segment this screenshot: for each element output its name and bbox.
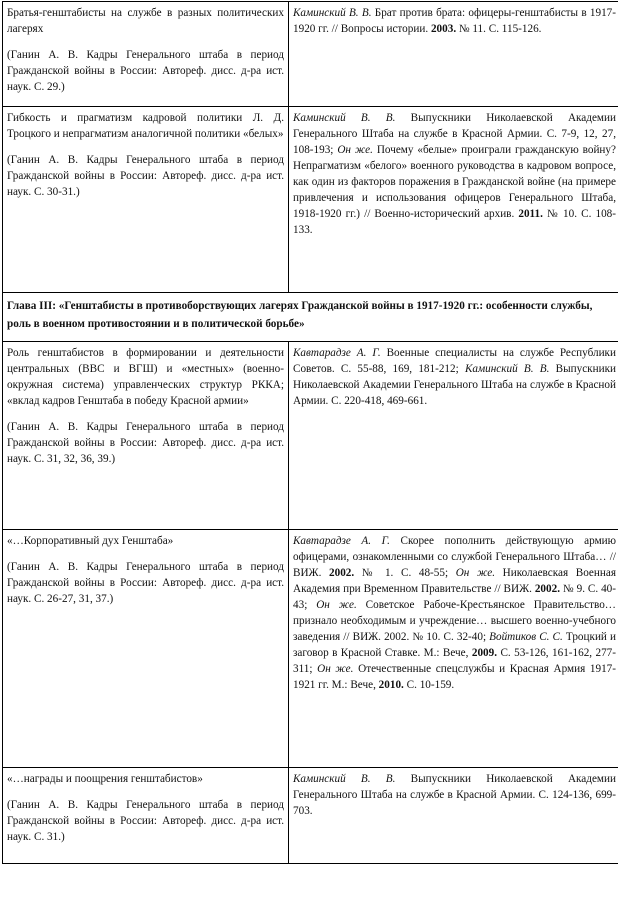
reference-text: С. 10-159. xyxy=(403,679,455,691)
reference-text: Троцкий и заговор в Красной Ставке. М.: Вече, xyxy=(293,631,617,659)
topic-source: (Ганин А. В. Кадры Генерального штаба в период Гражданской войны в России: Автореф. дисс. д-ра ист. наук. С. 26-27, 31, 37.) xyxy=(7,561,284,605)
year: 2002. xyxy=(329,567,355,579)
table-row xyxy=(3,768,618,864)
year: 2010. xyxy=(378,679,404,691)
author-name: Он же. xyxy=(455,567,496,579)
reference-cell xyxy=(289,107,618,293)
author-name: Каминский В. В. xyxy=(293,7,372,19)
reference-cell xyxy=(289,2,618,107)
reference-text: Брат против брата: офицеры-генштабисты в 1917-1920 гг. // Вопросы истории. xyxy=(293,7,616,35)
reference-text: Отечественные спецслужбы и Красная Армия 1917-1921 гг. М.: Вече, xyxy=(293,663,616,691)
author-name: Кавтарадзе А. Г. xyxy=(293,347,381,359)
comparison-table xyxy=(2,1,618,864)
topic-title: Гибкость и прагматизм кадровой политики Л. Д. Троцкого и непрагматизм аналогичной политики «белых» xyxy=(7,112,284,140)
reference-text: Выпускники Николаевской Академии Генерального Штаба на службе в Красной Армии. С. 7-9, 12, 27, 108-193; xyxy=(293,112,616,156)
reference-text: Выпускники Николаевской Академии Генерального Штаба на службе в Красной Армии. С. 220-418, 469-661. xyxy=(293,363,616,407)
author-name: Он же. xyxy=(337,144,373,156)
topic-source: (Ганин А. В. Кадры Генерального штаба в период Гражданской войны в России: Автореф. дисс. д-ра ист. наук. С. 29.) xyxy=(7,49,284,93)
chapter-row xyxy=(3,293,618,342)
reference-text: Николаевская Военная Академия при Временном Правительстве // ВИЖ. xyxy=(293,567,616,595)
topic-cell xyxy=(3,2,289,107)
author-name: Каминский В. В. xyxy=(293,773,396,785)
author-name: Войтиков С. С. xyxy=(489,631,563,643)
reference-text: Выпускники Николаевской Академии Генерального Штаба на службе в Красной Армии. С. 124-136, 699-703. xyxy=(293,773,616,817)
topic-source: (Ганин А. В. Кадры Генерального штаба в период Гражданской войны в России: Автореф. дисс. д-ра ист. наук. С. 30-31.) xyxy=(7,154,284,198)
year: 2009. xyxy=(471,647,498,659)
reference-cell xyxy=(289,342,618,530)
reference-text: № 11. С. 115-126. xyxy=(456,23,542,35)
reference-cell xyxy=(289,768,618,864)
author-name: Он же. xyxy=(316,599,357,611)
reference-text: № 1. С. 48-55; xyxy=(354,567,456,579)
table-row xyxy=(3,530,618,768)
reference-text: Военные специалисты на службе Республики Советов. С. 55-88, 169, 181-212; xyxy=(293,347,616,375)
topic-title: «…награды и поощрения генштабистов» xyxy=(7,773,203,785)
chapter-heading: Глава III: «Генштабисты в противоборствующих лагерях Гражданской войны в 1917-1920 гг.: особенности службы, роль в военном противостоянии и в политической борьбе» xyxy=(3,293,618,342)
year: 2003. xyxy=(430,23,457,35)
topic-source: (Ганин А. В. Кадры Генерального штаба в период Гражданской войны в России: Автореф. дисс. д-ра ист. наук. С. 31.) xyxy=(7,799,284,843)
topic-title: Роль генштабистов в формировании и деятельности центральных (ВВС и ВГШ) и «местных» (военно-окружная система) управленческих структур РККА; «вклад кадров Генштаба в победу Красной армии» xyxy=(7,347,284,407)
topic-title: Братья-генштабисты на службе в разных политических лагерях xyxy=(7,7,284,35)
table-row xyxy=(3,342,618,530)
table-row xyxy=(3,107,618,293)
author-name: Каминский В. В. xyxy=(464,363,550,375)
reference-text: Почему «белые» проиграли гражданскую войну? Непрагматизм «белого» военного руководства в кадровом вопросе, как один из факторов поражения в Гражданской войне (на примере привлечения и использования офицеров Генерального Штаба, 1918-1920 гг.) // Военно-исторический архив. xyxy=(293,144,616,220)
reference-text: Скорее пополнить действующую армию офицерами, ознакомленными со службой Генерального Штаба… // ВИЖ. xyxy=(293,535,616,579)
topic-title: «…Корпоративный дух Генштаба» xyxy=(7,535,174,547)
author-name: Кавтарадзе А. Г. xyxy=(293,535,390,547)
topic-cell xyxy=(3,107,289,293)
author-name: Каминский В. В. xyxy=(293,112,396,124)
reference-text: № 10. С. 108-133. xyxy=(293,208,616,236)
year: 2002. xyxy=(534,583,560,595)
year: 2011. xyxy=(518,208,543,220)
topic-source: (Ганин А. В. Кадры Генерального штаба в период Гражданской войны в России: Автореф. дисс. д-ра ист. наук. С. 31, 32, 36, 39.) xyxy=(7,421,284,465)
reference-text: № 9. С. 40-43; xyxy=(293,583,616,611)
reference-text: Советское Рабоче-Крестьянское Правительство… признало необходимым и учреждение… высшего военно-учебного заведения // ВИЖ. 2002. № 10. С. 32-40; xyxy=(293,599,616,643)
topic-cell xyxy=(3,768,289,864)
reference-text: С. 53-126, 161-162, 277-311; xyxy=(293,647,616,675)
reference-cell xyxy=(289,530,618,768)
topic-cell xyxy=(3,342,289,530)
topic-cell xyxy=(3,530,289,768)
table-row xyxy=(3,2,618,107)
author-name: Он же. xyxy=(317,663,354,675)
